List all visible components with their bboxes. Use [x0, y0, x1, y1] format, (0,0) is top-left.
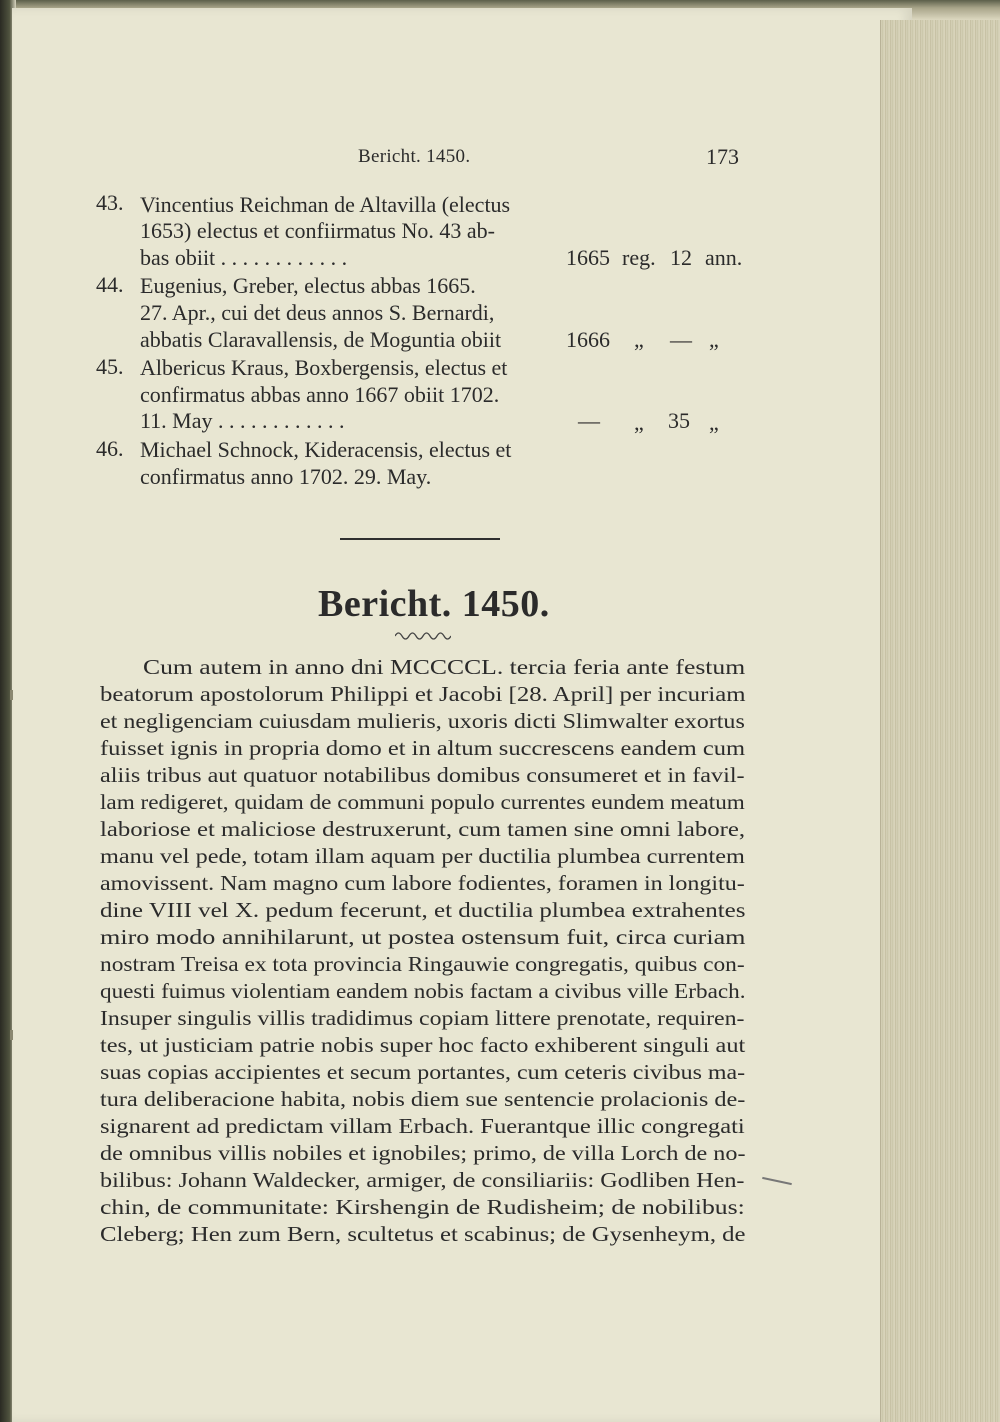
entry-line: Michael Schnock, Kideracensis, electus et — [140, 437, 512, 462]
entry-line: 27. Apr., cui det deus annos S. Bernardi, — [140, 300, 495, 325]
body-line: amovissent. Nam magno cum labore fodientes, foramen in longitu- — [100, 871, 745, 895]
ann-cell: „ — [709, 327, 719, 352]
body-line: laboriose et maliciose destruxerunt, cum tamen sine omni labore, — [100, 817, 746, 841]
year-cell: 1666 — [566, 327, 610, 352]
entry-line: 1653) electus et confiirmatus No. 43 ab- — [140, 218, 495, 243]
year-cell: — — [578, 408, 600, 433]
body-line: beatorum apostolorum Philippi et Jacobi [28. April] per incuriam — [100, 682, 746, 706]
running-head: Bericht. 1450. — [358, 146, 471, 167]
body-line: chin, de communitate: Kirshengin de Rudisheim; de nobilibus: — [100, 1195, 745, 1219]
page-stack-edge — [880, 20, 1000, 1422]
reg-cell: „ — [634, 327, 644, 352]
body-line: fuisset ignis in propria domo et in altum succrescens eandem cum — [100, 736, 746, 760]
reg-cell: reg. — [622, 245, 656, 270]
body-line: signarent ad predictam villam Erbach. Fuerantque illic congregati — [100, 1114, 745, 1138]
ann-cell: ann. — [705, 245, 743, 270]
body-line: questi fuimus violentiam eandem nobis factam a civibus ville Erbach. — [100, 979, 746, 1003]
entry-number: 45. — [96, 354, 124, 379]
body-line: Cum autem in anno dni MCCCCL. tercia feria ante festum — [143, 655, 746, 679]
entry-line: confirmatus abbas anno 1667 obiit 1702. — [140, 382, 500, 407]
entry-number: 43. — [96, 190, 124, 215]
entry-line: Vincentius Reichman de Altavilla (electus — [140, 192, 511, 217]
body-line: miro modo annihilarunt, ut postea ostensum fuit, circa curiam — [100, 925, 746, 949]
body-line: tes, ut justiciam patrie nobis super hoc facto exhiberent singuli aut — [100, 1033, 746, 1057]
entry-line: 11. May . . . . . . . . . . . . — [140, 408, 345, 433]
entry-line: Eugenius, Greber, electus abbas 1665. — [140, 273, 476, 298]
year-cell: 1665 — [566, 245, 610, 270]
body-line: et negligenciam cuiusdam mulieris, uxoris dicti Slimwalter exortus — [100, 709, 745, 733]
body-line: nostram Treisa ex tota provincia Ringauwie congregatis, quibus con- — [100, 952, 745, 976]
body-line: manu vel pede, totam illam aquam per ductilia plumbea currentem — [100, 844, 745, 868]
years-count-cell: — — [670, 327, 692, 352]
ann-cell: „ — [709, 410, 719, 435]
entry-number: 44. — [96, 272, 124, 297]
body-line: lam redigeret, quidam de communi populo currentes eundem meatum — [100, 790, 745, 814]
body-line: de omnibus villis nobiles et ignobiles; primo, de villa Lorch de no- — [100, 1141, 746, 1165]
entry-line: abbatis Claravallensis, de Moguntia obiit — [140, 327, 502, 352]
entry-line: Albericus Kraus, Boxbergensis, electus et — [140, 355, 508, 380]
body-line: Insuper singulis villis tradidimus copiam littere prenotate, requiren- — [100, 1006, 745, 1030]
body-line: dine VIII vel X. pedum fecerunt, et ductilia plumbea extrahentes — [100, 898, 746, 922]
reg-cell: „ — [634, 410, 644, 435]
body-line: suas copias accipientes et secum portantes, cum ceteris civibus ma- — [100, 1060, 746, 1084]
body-line: tura deliberacione habita, nobis diem sue sentencie prolacionis de- — [100, 1087, 746, 1111]
margin-mark — [10, 690, 13, 700]
body-line: bilibus: Johann Waldecker, armiger, de consiliariis: Godliben Hen- — [100, 1168, 745, 1192]
years-count-cell: 35 — [668, 408, 690, 433]
entry-line: confirmatus anno 1702. 29. May. — [140, 464, 432, 489]
body-line: Cleberg; Hen zum Bern, scultetus et scabinus; de Gysenheym, de — [100, 1222, 746, 1246]
entry-number: 46. — [96, 436, 124, 461]
ornament-squiggle — [395, 628, 451, 640]
page-number: 173 — [706, 144, 739, 169]
years-count-cell: 12 — [670, 245, 692, 270]
section-title: Bericht. 1450. — [318, 583, 550, 625]
section-divider — [340, 538, 500, 540]
entry-line: bas obiit . . . . . . . . . . . . — [140, 245, 348, 270]
margin-mark — [10, 1030, 13, 1040]
body-line: aliis tribus aut quatuor notabilibus domibus consumeret et in favil- — [100, 763, 745, 787]
